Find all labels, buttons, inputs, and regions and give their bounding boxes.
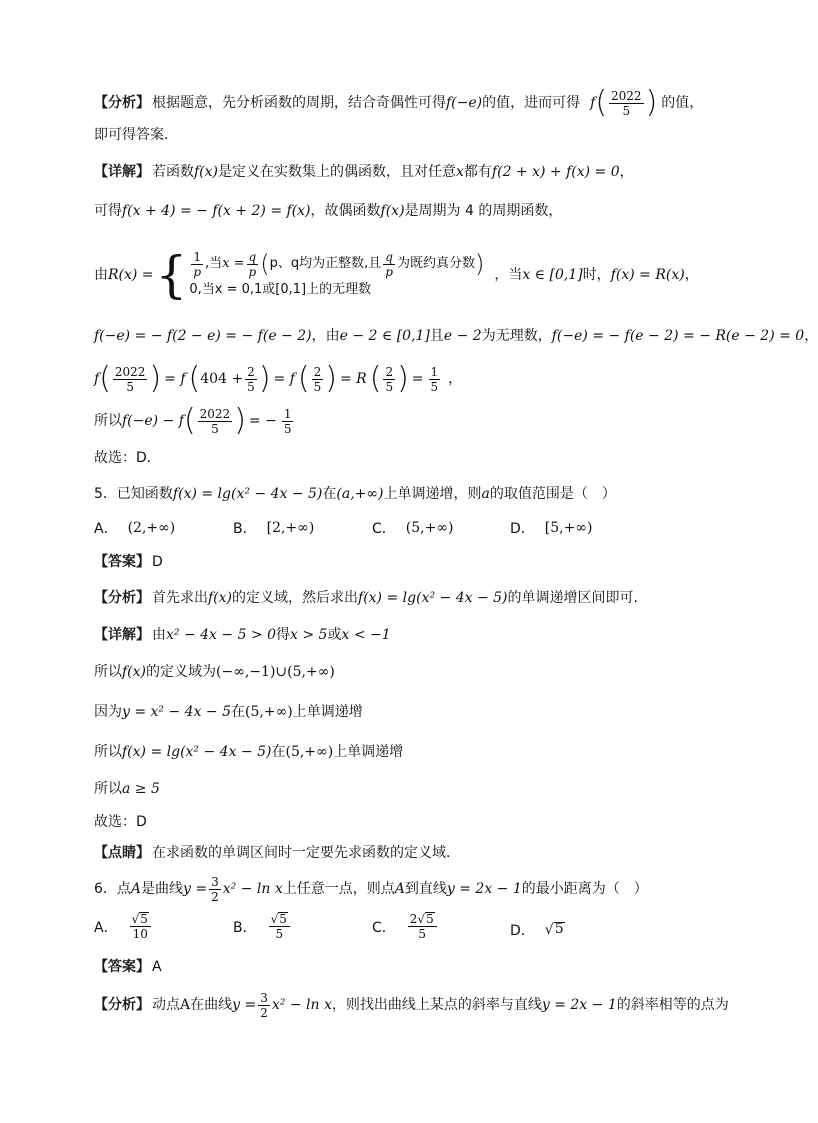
math-expr: = — [411, 371, 424, 387]
option-label: D． — [510, 923, 535, 939]
coefficient: 2 — [409, 912, 418, 926]
math-expr: f(−e) = − f(2 − e) = − f(e − 2) — [94, 328, 312, 344]
math-expr: 404 + — [200, 371, 244, 387]
text: 所以 — [94, 413, 122, 429]
q5-detail-1 — [94, 625, 700, 645]
numerator: 1 — [430, 364, 439, 379]
numerator: 2 — [247, 364, 255, 379]
denominator: 5 — [211, 421, 219, 436]
denominator: 10 — [132, 927, 148, 941]
text: 故选：D． — [94, 450, 161, 466]
option-label: C． — [372, 521, 396, 537]
math-expr: f(x) = lg(x² − 4x − 5) — [358, 590, 508, 606]
math-expr: f(x) = lg(x² − 4x − 5) — [122, 744, 272, 760]
math-expr: f(−e) − f — [122, 413, 184, 429]
math-expr: x > 5 — [290, 627, 328, 643]
radicand: 5 — [279, 912, 287, 926]
answer-choice-line — [94, 448, 700, 468]
q6-option-c — [372, 912, 439, 941]
option-label: B． — [233, 521, 257, 537]
q6-option-b — [233, 912, 292, 941]
text: 在 — [322, 486, 337, 502]
text: ，当 — [494, 267, 523, 283]
text: 的取值范围是（ ） — [489, 486, 616, 502]
math-expr: f(x) — [122, 664, 147, 680]
q5-detail-4 — [94, 742, 700, 762]
question-number: 6．点 — [94, 881, 131, 897]
sqrt: √ 5 — [131, 912, 148, 926]
math-expr: f(x) = R(x) — [610, 267, 685, 283]
numerator: 3 — [260, 990, 268, 1005]
text: 上单调递增 — [333, 744, 404, 760]
paren-right: ) — [645, 85, 658, 120]
q6-option-d — [510, 920, 565, 940]
text: 所以 — [94, 781, 122, 797]
text: 动点 — [152, 997, 180, 1013]
text: 在 — [231, 704, 246, 720]
math-expr: (5,+∞) — [245, 704, 293, 720]
text: 由 — [94, 267, 108, 283]
text: 首先求出 — [152, 590, 208, 606]
text: 是定义在实数集上的偶函数，且对任意 — [218, 164, 457, 180]
paren-left: ( — [183, 403, 196, 438]
option-value: [5,+∞) — [544, 520, 593, 536]
answer-tag: 【答案】 — [94, 554, 150, 570]
text: ， — [448, 371, 463, 387]
q5-detail-3 — [94, 702, 700, 722]
math-expr: A — [130, 881, 142, 897]
fraction — [408, 912, 437, 941]
text: 在曲线 — [190, 997, 233, 1013]
math-expr: R(x) = — [108, 267, 154, 283]
text: ， — [619, 164, 634, 180]
radicand: 5 — [554, 921, 564, 937]
math-expr: y = 2x − 1 — [446, 881, 522, 897]
math-expr: f(x) — [208, 590, 233, 606]
math-expr: = − — [248, 413, 277, 429]
analysis-tag: 【分析】 — [94, 590, 150, 606]
text: 时， — [582, 267, 611, 283]
denominator: 5 — [622, 103, 631, 118]
detail-paragraph-4 — [94, 326, 818, 346]
text: ,当 — [205, 256, 223, 271]
option-label: A． — [94, 919, 118, 936]
q5-option-c — [372, 518, 453, 538]
fraction — [383, 250, 395, 279]
denominator: 5 — [126, 379, 134, 394]
math-expr: f(x) = lg(x² − 4x − 5) — [172, 486, 323, 502]
fraction — [130, 912, 151, 941]
option-value: (2,+∞) — [127, 520, 176, 536]
paren-right: ) — [149, 361, 162, 396]
text: 上单调递增，则 — [383, 486, 482, 502]
denominator: 5 — [430, 379, 439, 394]
text: ，由 — [311, 328, 340, 344]
fraction — [191, 250, 203, 279]
math-expr: f(2 + x) + f(x) = 0 — [491, 164, 620, 180]
math-expr: e − 2 — [443, 328, 482, 344]
numerator: 2 — [385, 364, 394, 379]
text: 的最小距离为（ ） — [521, 881, 648, 897]
q5-detail-5 — [94, 779, 700, 799]
q5-option-d — [510, 518, 592, 538]
math-expr: = R — [339, 371, 367, 387]
fraction — [429, 365, 441, 394]
analysis-tag: 【分析】 — [94, 997, 150, 1013]
math-expr: f(x + 4) = − f(x + 2) = f(x) — [122, 203, 311, 219]
option-label: D． — [510, 521, 535, 537]
text: ，故偶函数 — [310, 203, 381, 219]
text: 的定义域为 — [146, 664, 217, 680]
denominator: 2 — [260, 1005, 268, 1020]
math-expr: y = — [232, 997, 257, 1013]
math-expr: = f — [164, 371, 186, 387]
math-expr: y = x² − 4x − 5 — [122, 704, 232, 720]
denominator: p — [385, 264, 393, 279]
text: 故选：D — [94, 814, 147, 830]
paren-left: ( — [99, 361, 111, 396]
text: 得 — [276, 627, 291, 643]
detail-paragraph-6 — [94, 404, 700, 438]
piecewise-definition — [94, 248, 700, 302]
text: ， — [804, 328, 818, 344]
fraction — [209, 875, 221, 904]
paren-right: ) — [234, 403, 246, 438]
math-expr: x — [456, 164, 464, 180]
option-label: C． — [372, 919, 396, 936]
text: 若函数 — [152, 164, 194, 180]
paren-right: ) — [397, 361, 409, 396]
denominator: 5 — [247, 379, 255, 394]
denominator: 5 — [283, 421, 292, 436]
paren-right: ) — [258, 361, 271, 396]
question-5 — [94, 484, 700, 504]
paren-left: ( — [260, 250, 270, 278]
text: 为无理数， — [481, 328, 552, 344]
analysis-tag: 【分析】 — [94, 95, 150, 111]
detail-paragraph-1 — [94, 162, 700, 182]
math-expr: a — [481, 486, 490, 502]
math-expr: (−∞,−1)∪(5,+∞) — [216, 664, 335, 680]
text: 在求函数的单调区间时一定要先求函数的定义域. — [152, 845, 451, 861]
fraction — [113, 365, 148, 394]
fraction — [258, 991, 270, 1020]
q5-answer — [94, 552, 700, 572]
question-6 — [94, 872, 700, 906]
text: 即可得答案． — [94, 127, 178, 143]
option-label: A． — [94, 521, 118, 537]
text: 所以 — [94, 744, 122, 760]
option-value: [2,+∞) — [266, 520, 315, 536]
text: 上单调递增 — [292, 704, 363, 720]
paren-left: ( — [595, 85, 608, 120]
text: 因为 — [94, 704, 122, 720]
radicand: 5 — [140, 912, 148, 926]
tip-tag: 【点睛】 — [94, 845, 150, 861]
text: ，则找出曲线上某点的斜率与直线 — [331, 997, 542, 1013]
numerator: 2022 — [114, 364, 146, 379]
paren-left: ( — [188, 361, 201, 396]
text: 都有 — [463, 164, 492, 180]
text: 是周期为 4 的周期函数， — [404, 203, 563, 219]
math-expr: = f — [273, 371, 295, 387]
q5-detail-6 — [94, 812, 700, 832]
fraction — [269, 912, 290, 941]
numerator: 1 — [193, 249, 202, 264]
piecewise-cases — [189, 249, 484, 301]
numerator: 2 — [313, 364, 322, 379]
text: 根据题意，先分析函数的周期，结合奇偶性可得 — [152, 95, 446, 111]
denominator: 2 — [211, 889, 219, 904]
sqrt: √ 5 — [417, 912, 434, 926]
sqrt: √ 5 — [270, 912, 287, 926]
math-expr: A — [394, 881, 405, 897]
math-expr: e − 2 ∈ [0,1] — [339, 328, 430, 344]
numerator: 3 — [211, 874, 219, 889]
answer-value: D — [152, 554, 163, 570]
math-expr: x < −1 — [341, 627, 391, 643]
q5-tip — [94, 843, 700, 863]
text: ， — [684, 267, 699, 283]
q5-detail-2 — [94, 662, 700, 682]
numerator: 1 — [283, 406, 292, 421]
q6-answer — [94, 957, 700, 977]
text: 或 — [327, 627, 342, 643]
paren-left: ( — [297, 361, 310, 396]
denominator: 5 — [385, 379, 394, 394]
paren-right: ) — [325, 361, 337, 396]
denominator: p — [248, 264, 257, 279]
answer-tag: 【答案】 — [94, 959, 150, 975]
answer-value: A — [152, 959, 162, 975]
math-expr: f(−e) = − f(e − 2) = − R(e − 2) = 0 — [551, 328, 805, 344]
text: 在 — [271, 744, 286, 760]
numerator: q — [248, 249, 257, 264]
analysis-paragraph-1 — [94, 85, 704, 120]
paren-left: ( — [369, 361, 382, 396]
text: 0,当x = 0,1或[0,1]上的无理数 — [189, 282, 372, 297]
math-expr: (5,+∞) — [285, 744, 334, 760]
denominator: 5 — [313, 379, 322, 394]
option-label: B． — [233, 919, 257, 936]
radicand: 5 — [426, 912, 434, 926]
math-expr: x² − 4x − 5 > 0 — [166, 627, 277, 643]
math-f: f — [94, 371, 100, 387]
math-expr: f(−e) — [446, 95, 483, 111]
brace: { — [155, 246, 188, 304]
text: 可得 — [94, 203, 122, 219]
text: 的值， — [661, 95, 704, 111]
fraction — [282, 407, 294, 436]
numerator: 2022 — [611, 88, 642, 103]
detail-paragraph-2 — [94, 201, 700, 221]
text: 的值，进而可得 — [482, 95, 581, 111]
text: p、q均为正整数,且 — [269, 256, 382, 271]
q5-option-b — [233, 518, 314, 538]
math-expr: x = — [222, 256, 245, 271]
paren-right: ) — [474, 250, 485, 278]
detail-paragraph-5 — [94, 362, 700, 396]
case-2 — [189, 279, 484, 301]
question-number: 5．已知函数 — [94, 486, 173, 502]
q6-option-a — [94, 912, 153, 941]
math-expr: y = — [183, 881, 208, 897]
fraction — [245, 365, 257, 394]
fraction — [609, 89, 644, 118]
q5-analysis — [94, 588, 700, 608]
text: 且 — [429, 328, 444, 344]
denominator: 5 — [275, 927, 284, 941]
detail-tag: 【详解】 — [94, 627, 150, 643]
math-expr: a ≥ 5 — [122, 781, 160, 797]
fraction — [383, 365, 395, 394]
text: 到直线 — [404, 881, 447, 897]
math-expr: x² − ln x — [222, 881, 283, 897]
math-expr: x ∈ [0,1] — [522, 267, 583, 283]
text: 由 — [152, 627, 166, 643]
text: 是曲线 — [141, 881, 184, 897]
math-expr: A — [180, 997, 191, 1013]
fraction — [312, 365, 324, 394]
denominator: p — [193, 264, 202, 279]
math-expr: f(x) — [194, 164, 219, 180]
numerator: 2022 — [199, 406, 231, 421]
q5-option-a — [94, 518, 175, 538]
text: 的单调递增区间即可. — [507, 590, 638, 606]
text: 的定义域，然后求出 — [232, 590, 359, 606]
text: 为既约真分数 — [396, 256, 475, 271]
math-expr: y = 2x − 1 — [541, 997, 617, 1013]
math-expr: x² − ln x — [271, 997, 332, 1013]
analysis-paragraph-1-cont — [94, 125, 700, 145]
case-1 — [189, 249, 484, 279]
text: 的斜率相等的点为 — [616, 997, 729, 1013]
math-f: f — [590, 95, 596, 111]
sqrt: √ 5 — [544, 921, 564, 938]
fraction — [198, 407, 233, 436]
text: 上任意一点，则点 — [282, 881, 395, 897]
denominator: 5 — [418, 927, 427, 941]
numerator: q — [385, 249, 393, 264]
option-value: (5,+∞) — [405, 520, 454, 536]
math-expr: f(x) — [380, 203, 405, 219]
fraction — [247, 250, 259, 279]
q6-analysis — [94, 988, 729, 1022]
math-expr: (a,+∞) — [336, 486, 384, 502]
text: 所以 — [94, 664, 122, 680]
detail-tag: 【详解】 — [94, 164, 150, 180]
